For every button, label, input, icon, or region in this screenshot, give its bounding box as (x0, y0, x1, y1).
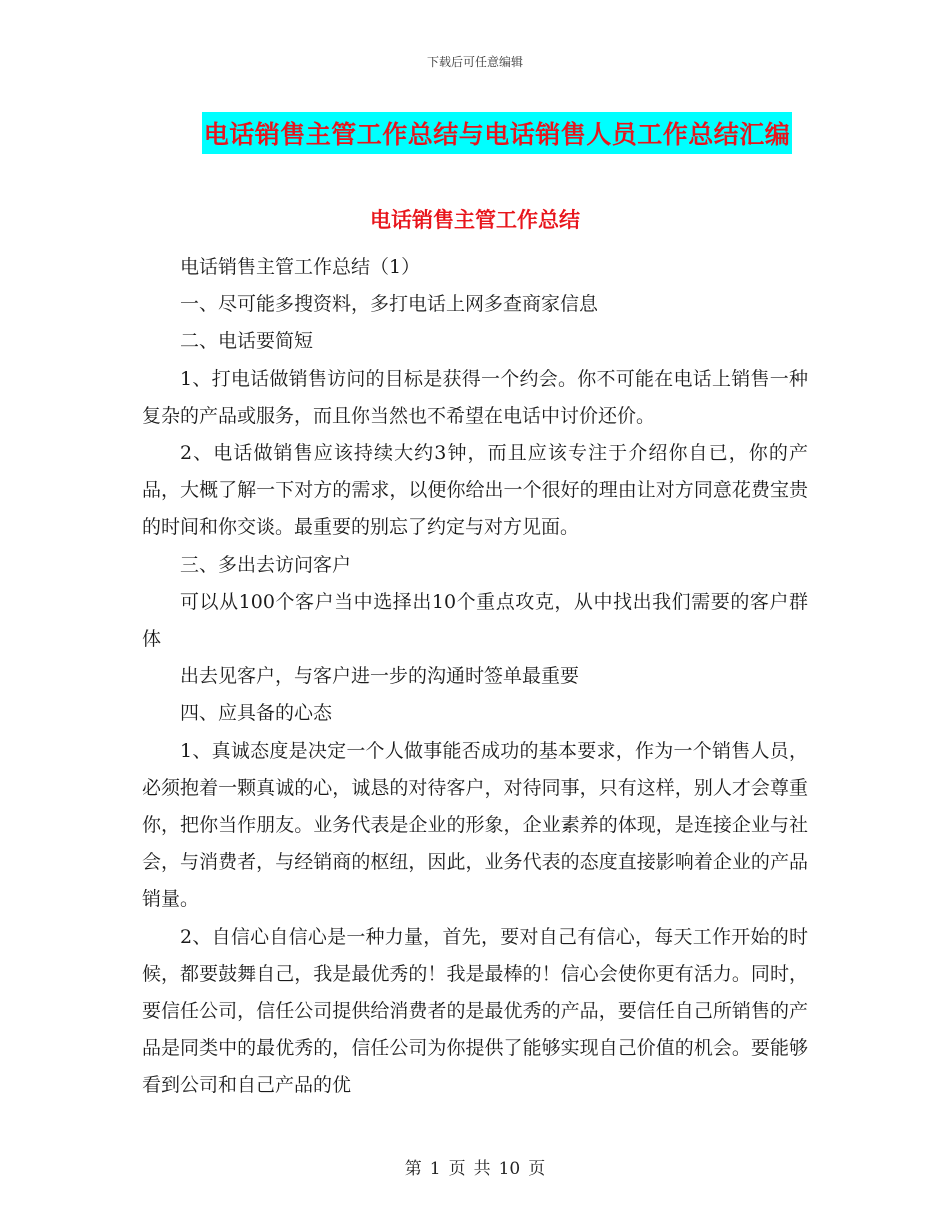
paragraph: 可以从100个客户当中选择出10个重点攻克，从中找出我们需要的客户群体 (142, 590, 808, 651)
total-unit: 页 (528, 1159, 546, 1179)
paragraph: 三、多出去访问客户 (180, 553, 352, 576)
page-unit: 页 (448, 1159, 466, 1179)
paragraph: 2、电话做销售应该持续大约3钟，而且应该专注于介绍你自已，你的产品，大概了解一下对方的需求，以便你给出一个很好的理由让对方同意花费宝贵的时间和你交谈。最重要的别忘了约定与对方见面。 (142, 442, 808, 539)
paragraph: 二、电话要简短 (180, 330, 314, 353)
footer-total-prefix: 共 (473, 1159, 491, 1179)
document-body (142, 249, 808, 1105)
footer-prefix: 第 (404, 1159, 422, 1179)
main-title-container (0, 112, 950, 154)
paragraph: 1、真诚态度是决定一个人做事能否成功的基本要求，作为一个销售人员，必须抱着一颗真诚的心，诚恳的对待客户，对待同事，只有这样，别人才会尊重你，把你当作朋友。业务代表是企业的形象，企业素养的体现，是连接企业与社会，与消费者，与经销商的枢纽，因此，业务代表的态度直接影响着企业的产品销量。 (142, 739, 808, 911)
paragraph: 一、尽可能多搜资料，多打电话上网多查商家信息 (180, 293, 599, 316)
total-pages: 10 (498, 1159, 521, 1179)
section-title: 电话销售主管工作总结 (370, 207, 580, 232)
paragraph: 电话销售主管工作总结（1） (180, 256, 421, 278)
document-title: 电话销售主管工作总结与电话销售人员工作总结汇编 (202, 112, 793, 154)
page-number: 1 (429, 1159, 441, 1179)
page-header-note: 下载后可任意编辑 (426, 55, 523, 69)
paragraph: 出去见客户，与客户进一步的沟通时签单最重要 (180, 665, 580, 688)
paragraph: 四、应具备的心态 (180, 702, 333, 725)
paragraph: 2、自信心自信心是一种力量，首先，要对自己有信心，每天工作开始的时候，都要鼓舞自己，我是最优秀的！我是最棒的！信心会使你更有活力。同时，要信任公司，信任公司提供给消费者的是最优秀的产品，要信任自己所销售的产品是同类中的最优秀的，信任公司为你提供了能够实现自己价值的机会。要能够看到公司和自己产品的优 (142, 925, 808, 1097)
page-footer (0, 1154, 950, 1179)
paragraph: 1、打电话做销售访问的目标是获得一个约会。你不可能在电话上销售一种复杂的产品或服务，而且你当然也不希望在电话中讨价还价。 (142, 367, 808, 427)
